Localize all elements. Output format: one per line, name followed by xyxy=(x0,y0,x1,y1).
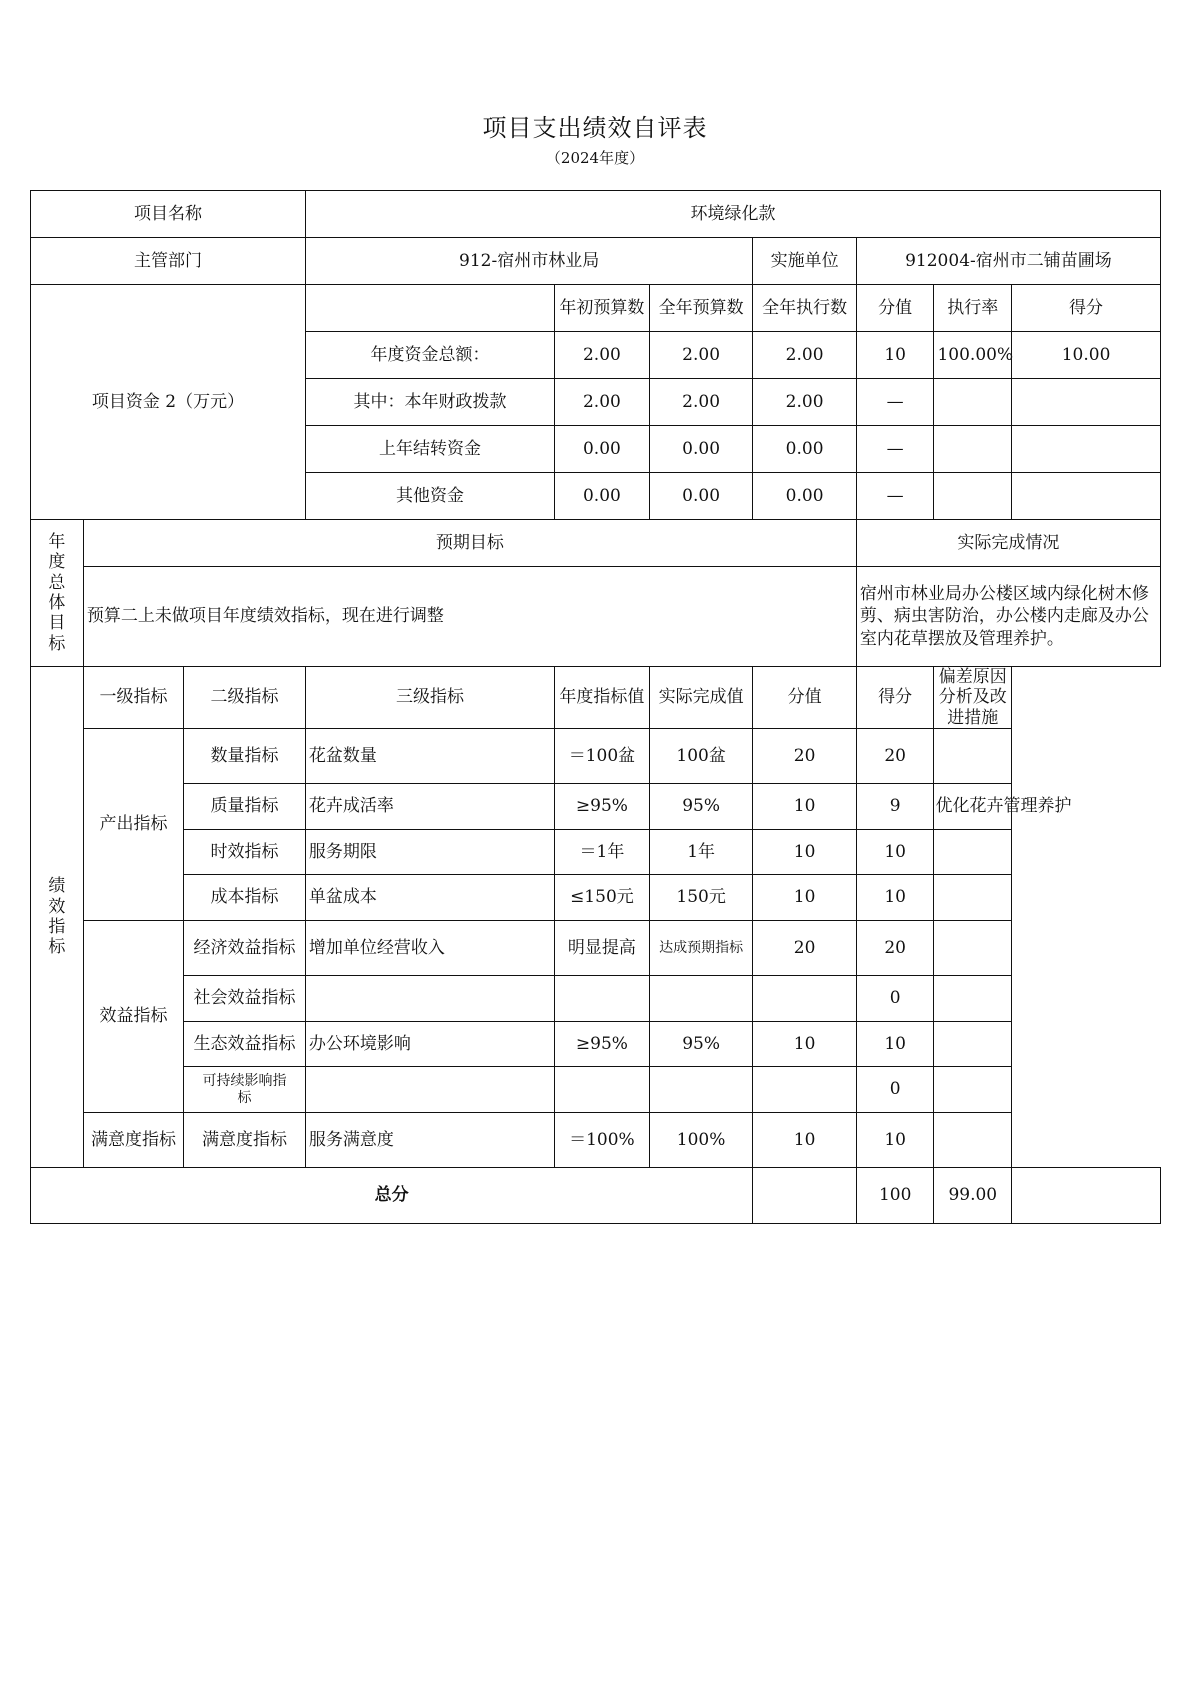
goals-header-row xyxy=(31,520,1161,567)
header-level2: 二级指标 xyxy=(184,667,306,729)
indicator-row xyxy=(31,1022,1161,1067)
indicator-note xyxy=(934,976,1012,1022)
goals-content-row xyxy=(31,567,1161,667)
indicator-row xyxy=(31,830,1161,875)
indicator-actual xyxy=(649,1067,753,1113)
output-indicator-label: 产出指标 xyxy=(83,729,183,921)
total-actual xyxy=(753,1168,857,1224)
funds-score-value: — xyxy=(856,473,934,520)
funds-rate xyxy=(934,473,1012,520)
indicator-actual: 95% xyxy=(649,784,753,830)
header-score: 得分 xyxy=(856,667,934,729)
expected-goal: 预算二上未做项目年度绩效指标，现在进行调整 xyxy=(83,567,856,667)
funds-header-executed: 全年执行数 xyxy=(753,285,857,332)
indicator-row xyxy=(31,784,1161,830)
funds-executed: 2.00 xyxy=(753,332,857,379)
indicator-actual xyxy=(649,976,753,1022)
indicator-level3 xyxy=(305,1067,554,1113)
benefit-indicator-label: 效益指标 xyxy=(83,921,183,1113)
indicators-label-text: 绩效指标 xyxy=(48,876,66,958)
unit-label: 实施单位 xyxy=(753,238,857,285)
total-row xyxy=(31,1168,1161,1224)
indicator-level2: 数量指标 xyxy=(184,729,306,784)
indicator-value: 10 xyxy=(753,830,857,875)
indicator-target: ＝100盆 xyxy=(554,729,649,784)
indicator-score: 20 xyxy=(856,729,934,784)
evaluation-table xyxy=(30,190,1161,1224)
indicator-note xyxy=(934,875,1012,921)
indicator-note xyxy=(934,1113,1012,1168)
indicator-note: 优化花卉管理养护 xyxy=(934,784,1012,830)
goals-label-text: 年度总体目标 xyxy=(48,531,66,654)
funds-initial: 0.00 xyxy=(554,473,649,520)
funds-initial: 2.00 xyxy=(554,379,649,426)
indicator-target xyxy=(554,1067,649,1113)
indicator-score: 20 xyxy=(856,921,934,976)
indicator-actual: 150元 xyxy=(649,875,753,921)
indicator-level2: 时效指标 xyxy=(184,830,306,875)
indicator-level3: 花卉成活率 xyxy=(305,784,554,830)
funds-score-value: — xyxy=(856,379,934,426)
indicator-level2: 质量指标 xyxy=(184,784,306,830)
indicator-level2: 生态效益指标 xyxy=(184,1022,306,1067)
indicator-value: 10 xyxy=(753,875,857,921)
indicator-level2: 经济效益指标 xyxy=(184,921,306,976)
funds-score-value: — xyxy=(856,426,934,473)
indicator-target: ≥95% xyxy=(554,1022,649,1067)
header-actual: 实际完成值 xyxy=(649,667,753,729)
total-label: 总分 xyxy=(31,1168,753,1224)
dept-value: 912-宿州市林业局 xyxy=(305,238,752,285)
indicator-actual: 1年 xyxy=(649,830,753,875)
indicator-target: 明显提高 xyxy=(554,921,649,976)
funds-rate xyxy=(934,426,1012,473)
indicator-row xyxy=(31,1113,1161,1168)
project-name-row xyxy=(31,191,1161,238)
project-name: 环境绿化款 xyxy=(305,191,1160,238)
indicator-score: 10 xyxy=(856,830,934,875)
indicator-value xyxy=(753,1067,857,1113)
indicator-level2: 可持续影响指标 xyxy=(184,1067,306,1113)
funds-full: 2.00 xyxy=(649,332,753,379)
funds-score xyxy=(1012,379,1161,426)
satisfaction-indicator-label: 满意度指标 xyxy=(83,1113,183,1168)
indicator-row xyxy=(31,729,1161,784)
page-subtitle: （2024年度） xyxy=(545,149,645,167)
funds-rate: 100.00% xyxy=(934,332,1012,379)
indicator-value: 10 xyxy=(753,1022,857,1067)
funds-executed: 0.00 xyxy=(753,426,857,473)
project-name-label: 项目名称 xyxy=(31,191,306,238)
actual-status-header: 实际完成情况 xyxy=(856,520,1160,567)
indicator-row xyxy=(31,976,1161,1022)
header-deviation: 偏差原因分析及改进措施 xyxy=(934,667,1012,729)
funds-row-label: 年度资金总额： xyxy=(305,332,554,379)
funds-full: 2.00 xyxy=(649,379,753,426)
indicator-note xyxy=(934,729,1012,784)
funds-score xyxy=(1012,473,1161,520)
indicator-note xyxy=(934,830,1012,875)
indicator-note xyxy=(934,921,1012,976)
funds-rate xyxy=(934,379,1012,426)
funds-header-value: 分值 xyxy=(856,285,934,332)
indicator-header-row xyxy=(31,667,1161,729)
indicator-actual: 95% xyxy=(649,1022,753,1067)
funds-initial: 0.00 xyxy=(554,426,649,473)
funds-header-blank xyxy=(305,285,554,332)
funds-header-rate: 执行率 xyxy=(934,285,1012,332)
indicator-level2: 成本指标 xyxy=(184,875,306,921)
indicator-row xyxy=(31,875,1161,921)
actual-status: 宿州市林业局办公楼区域内绿化树木修剪、病虫害防治，办公楼内走廊及办公室内花草摆放及管理养护。 xyxy=(856,567,1160,667)
indicator-note xyxy=(934,1067,1012,1113)
indicator-level3: 增加单位经营收入 xyxy=(305,921,554,976)
funds-row-label: 其中：本年财政拨款 xyxy=(305,379,554,426)
indicator-level3: 花盆数量 xyxy=(305,729,554,784)
funds-row-label: 其他资金 xyxy=(305,473,554,520)
dept-label: 主管部门 xyxy=(31,238,306,285)
indicator-target xyxy=(554,976,649,1022)
page-title: 项目支出绩效自评表 xyxy=(482,114,708,142)
unit-value: 912004-宿州市二铺苗圃场 xyxy=(856,238,1160,285)
department-row xyxy=(31,238,1161,285)
indicator-score: 0 xyxy=(856,1067,934,1113)
indicator-row xyxy=(31,1067,1161,1113)
indicator-score: 10 xyxy=(856,1113,934,1168)
header-level1: 一级指标 xyxy=(83,667,183,729)
indicator-value xyxy=(753,976,857,1022)
funds-header-full: 全年预算数 xyxy=(649,285,753,332)
indicator-actual: 100% xyxy=(649,1113,753,1168)
indicator-level2: 满意度指标 xyxy=(184,1113,306,1168)
indicator-level3: 服务期限 xyxy=(305,830,554,875)
funds-score xyxy=(1012,426,1161,473)
funds-full: 0.00 xyxy=(649,426,753,473)
funds-header-initial: 年初预算数 xyxy=(554,285,649,332)
indicator-score: 9 xyxy=(856,784,934,830)
indicator-value: 20 xyxy=(753,921,857,976)
header-level3: 三级指标 xyxy=(305,667,554,729)
indicator-target: ＝100% xyxy=(554,1113,649,1168)
funds-initial: 2.00 xyxy=(554,332,649,379)
funds-full: 0.00 xyxy=(649,473,753,520)
indicator-level3: 单盆成本 xyxy=(305,875,554,921)
indicator-value: 20 xyxy=(753,729,857,784)
indicator-score: 10 xyxy=(856,875,934,921)
indicator-level2: 社会效益指标 xyxy=(184,976,306,1022)
indicator-row xyxy=(31,921,1161,976)
indicator-value: 10 xyxy=(753,1113,857,1168)
goals-label xyxy=(31,520,84,667)
indicator-actual: 达成预期指标 xyxy=(649,921,753,976)
total-value: 100 xyxy=(856,1168,934,1224)
indicator-actual: 100盆 xyxy=(649,729,753,784)
indicator-target: ＝1年 xyxy=(554,830,649,875)
funds-executed: 2.00 xyxy=(753,379,857,426)
indicator-score: 0 xyxy=(856,976,934,1022)
header-value: 分值 xyxy=(753,667,857,729)
indicator-target: ≥95% xyxy=(554,784,649,830)
funds-header-row xyxy=(31,285,1161,332)
indicator-level3 xyxy=(305,976,554,1022)
indicator-value: 10 xyxy=(753,784,857,830)
indicator-score: 10 xyxy=(856,1022,934,1067)
funds-label: 项目资金 2（万元） xyxy=(31,285,306,520)
funds-header-score: 得分 xyxy=(1012,285,1161,332)
funds-score-value: 10 xyxy=(856,332,934,379)
total-score: 99.00 xyxy=(934,1168,1012,1224)
expected-goal-header: 预期目标 xyxy=(83,520,856,567)
indicator-note xyxy=(934,1022,1012,1067)
funds-score: 10.00 xyxy=(1012,332,1161,379)
indicator-target: ≤150元 xyxy=(554,875,649,921)
indicators-label xyxy=(31,667,84,1168)
indicator-level3: 服务满意度 xyxy=(305,1113,554,1168)
header-target: 年度指标值 xyxy=(554,667,649,729)
funds-row-label: 上年结转资金 xyxy=(305,426,554,473)
total-note xyxy=(1012,1168,1161,1224)
indicator-level3: 办公环境影响 xyxy=(305,1022,554,1067)
funds-executed: 0.00 xyxy=(753,473,857,520)
